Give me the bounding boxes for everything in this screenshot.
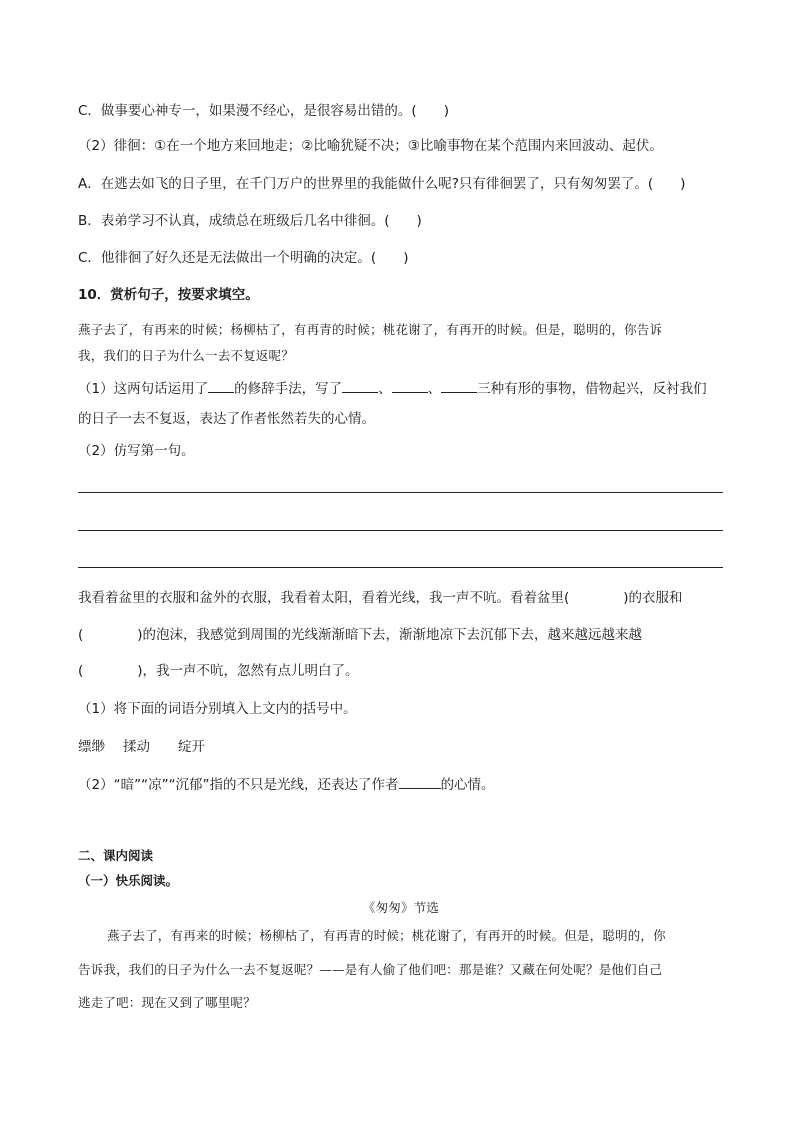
option-c-line-2: C．他徘徊了好久还是无法做出一个明确的决定。( ) [78, 250, 409, 266]
answer-line-1[interactable] [78, 492, 723, 493]
question-10-part-2: （2）仿写第一句。 [78, 443, 195, 459]
q10-1-sep-2: 、 [427, 381, 442, 397]
option-b-line: B．表弟学习不认真，成绩总在班级后几名中徘徊。( ) [78, 213, 422, 229]
article-line-1: 燕子去了，有再来的时候；杨柳枯了，有再青的时候；桃花谢了，有再开的时候。但是，聪明的，你 [107, 928, 666, 943]
q10-1-text-b: 的修辞手法，写了 [234, 381, 343, 397]
article-line-3: 逃走了吧：现在又到了哪里呢？ [78, 995, 256, 1010]
blank-rhetoric[interactable] [208, 378, 234, 393]
sub-question-2-definition: （2）徘徊：①在一个地方来回地走；②比喻犹疑不决；③比喻事物在某个范围内来回波动、起伏。 [78, 138, 663, 154]
blank-mood[interactable] [399, 774, 441, 789]
word-1: 缥缈 [78, 739, 105, 755]
q10-1-text-a: （1）这两句话运用了 [78, 381, 209, 397]
question-10-title: 10．赏析句子，按要求填空。 [78, 287, 259, 303]
word-list [78, 737, 724, 757]
question-10-quote-line-1: 燕子去了，有再来的时候；杨柳枯了，有再青的时候；桃花谢了，有再开的时候。但是，聪明的，你告诉 [78, 322, 663, 337]
passage-line-3: ( )，我一声不吭，忽然有点儿明白了。 [78, 663, 359, 679]
article-line-2: 告诉我，我们的日子为什么一去不复返呢？——是有人偷了他们吧：那是谁？又藏在何处呢？是他们自己 [78, 962, 663, 977]
blank-thing-3[interactable] [441, 378, 477, 393]
passage-line-1: 我看着盆里的衣服和盆外的衣服，我看着太阳，看着光线，我一声不吭。看着盆里( )的衣服和 [78, 590, 683, 606]
question-10-quote-line-2: 我，我们的日子为什么一去不复返呢？ [78, 348, 294, 363]
word-3: 绽开 [178, 739, 205, 755]
answer-line-2[interactable] [78, 530, 723, 531]
p-q2-text-b: 的心情。 [440, 777, 495, 793]
passage-question-1: （1）将下面的词语分别填入上文内的括号中。 [78, 701, 357, 717]
passage-question-2 [78, 774, 724, 795]
article-title: 《匆匆》节选 [362, 900, 440, 915]
answer-line-3[interactable] [78, 567, 723, 568]
q10-1-text-c: 三种有形的事物，借物起兴，反衬我们 [477, 381, 707, 397]
word-2: 揉动 [123, 739, 150, 755]
q10-1-sep-1: 、 [378, 381, 392, 397]
blank-thing-1[interactable] [342, 378, 378, 393]
option-c-line: C．做事要心神专一，如果漫不经心，是很容易出错的。( ) [78, 103, 449, 119]
passage-line-2: ( )的泡沫，我感觉到周围的光线渐渐暗下去，渐渐地凉下去沉郁下去，越来越远越来越 [78, 627, 643, 643]
question-10-part-1-cont: 的日子一去不复返，表达了作者怅然若失的心情。 [78, 411, 375, 427]
section-2-sub-heading: （一）快乐阅读。 [78, 873, 179, 888]
p-q2-text-a: （2）“暗”“凉”“沉郁”指的不只是光线，还表达了作者 [78, 777, 399, 793]
option-a-line: A．在逃去如飞的日子里，在千门万户的世界里的我能做什么呢?只有徘徊罢了，只有匆匆罢了。( ) [78, 176, 686, 192]
section-2-heading: 二、课内阅读 [78, 848, 154, 863]
blank-thing-2[interactable] [392, 378, 428, 393]
question-10-part-1 [78, 378, 724, 399]
